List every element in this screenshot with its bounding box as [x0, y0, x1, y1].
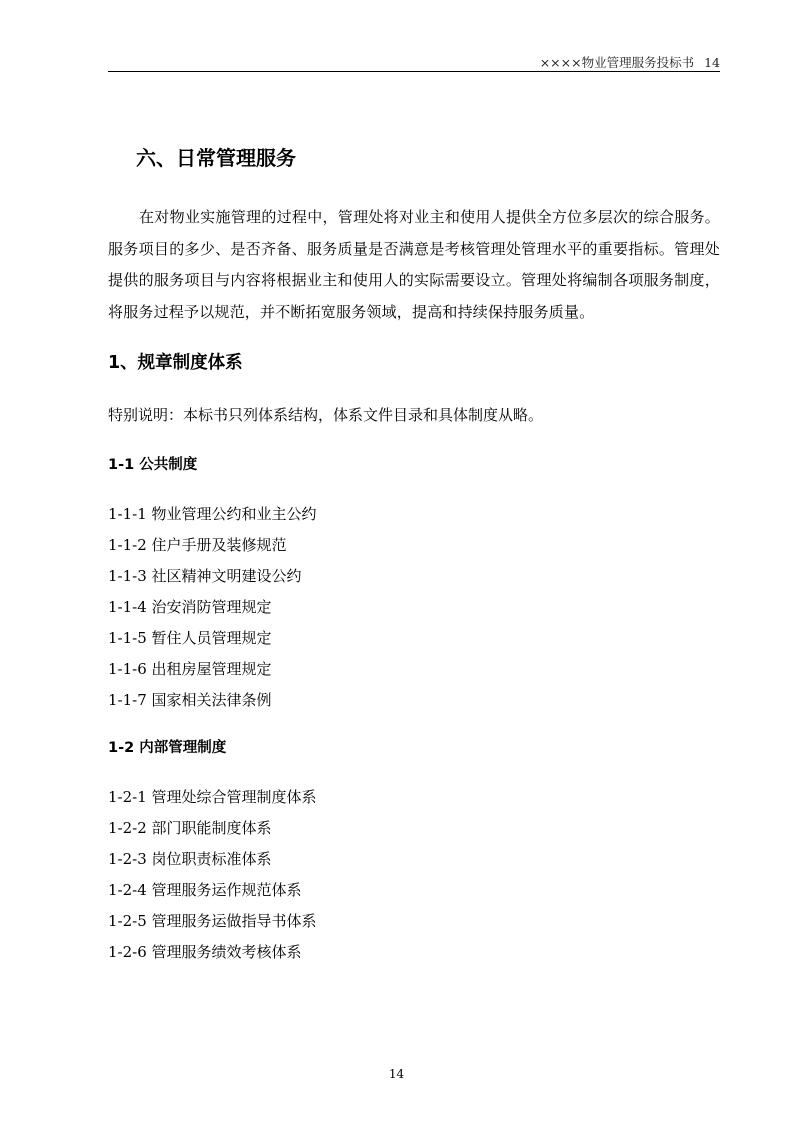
special-note: 特别说明：本标书只列体系结构，体系文件目录和具体制度从略。 [108, 406, 544, 424]
list-item: 1-1-2 住户手册及装修规范 [108, 536, 287, 554]
list-item: 1-2-5 管理服务运做指导书体系 [108, 912, 317, 930]
footer-page-number: 14 [388, 1067, 405, 1081]
subsection-title: 1、规章制度体系 [108, 353, 243, 373]
list-item: 1-1-5 暂住人员管理规定 [108, 629, 272, 647]
list-item: 1-2-6 管理服务绩效考核体系 [108, 943, 302, 961]
list-item: 1-1-4 治安消防管理规定 [108, 598, 272, 616]
group-title-public: 1-1 公共制度 [108, 457, 198, 473]
list-item: 1-1-6 出租房屋管理规定 [108, 660, 272, 678]
header-rule [108, 71, 720, 72]
running-header [108, 54, 720, 72]
internal-rules-list [108, 782, 317, 968]
list-item: 1-2-2 部门职能制度体系 [108, 819, 272, 837]
public-rules-list [108, 499, 317, 716]
section-title: 六、日常管理服务 [136, 146, 296, 170]
list-item: 1-1-3 社区精神文明建设公约 [108, 567, 302, 585]
header-page-number: 14 [704, 55, 720, 70]
intro-paragraph: 在对物业实施管理的过程中，管理处将对业主和使用人提供全方位多层次的综合服务。服务项目的多少、是否齐备、服务质量是否满意是考核管理处管理水平的重要指标。管理处提供的服务项目与内容将根据业主和使用人的实际需要设立。管理处将编制各项服务制度，将服务过程予以规范，并不断拓宽服务领域，提高和持续保持服务质量。 [108, 208, 720, 321]
list-item: 1-2-1 管理处综合管理制度体系 [108, 788, 317, 806]
list-item: 1-2-3 岗位职责标准体系 [108, 850, 272, 868]
list-item: 1-1-7 国家相关法律条例 [108, 691, 272, 709]
list-item: 1-1-1 物业管理公约和业主公约 [108, 505, 317, 523]
list-item: 1-2-4 管理服务运作规范体系 [108, 881, 302, 899]
header-title: ××××物业管理服务投标书 [539, 55, 695, 70]
group-title-internal: 1-2 内部管理制度 [108, 740, 227, 756]
